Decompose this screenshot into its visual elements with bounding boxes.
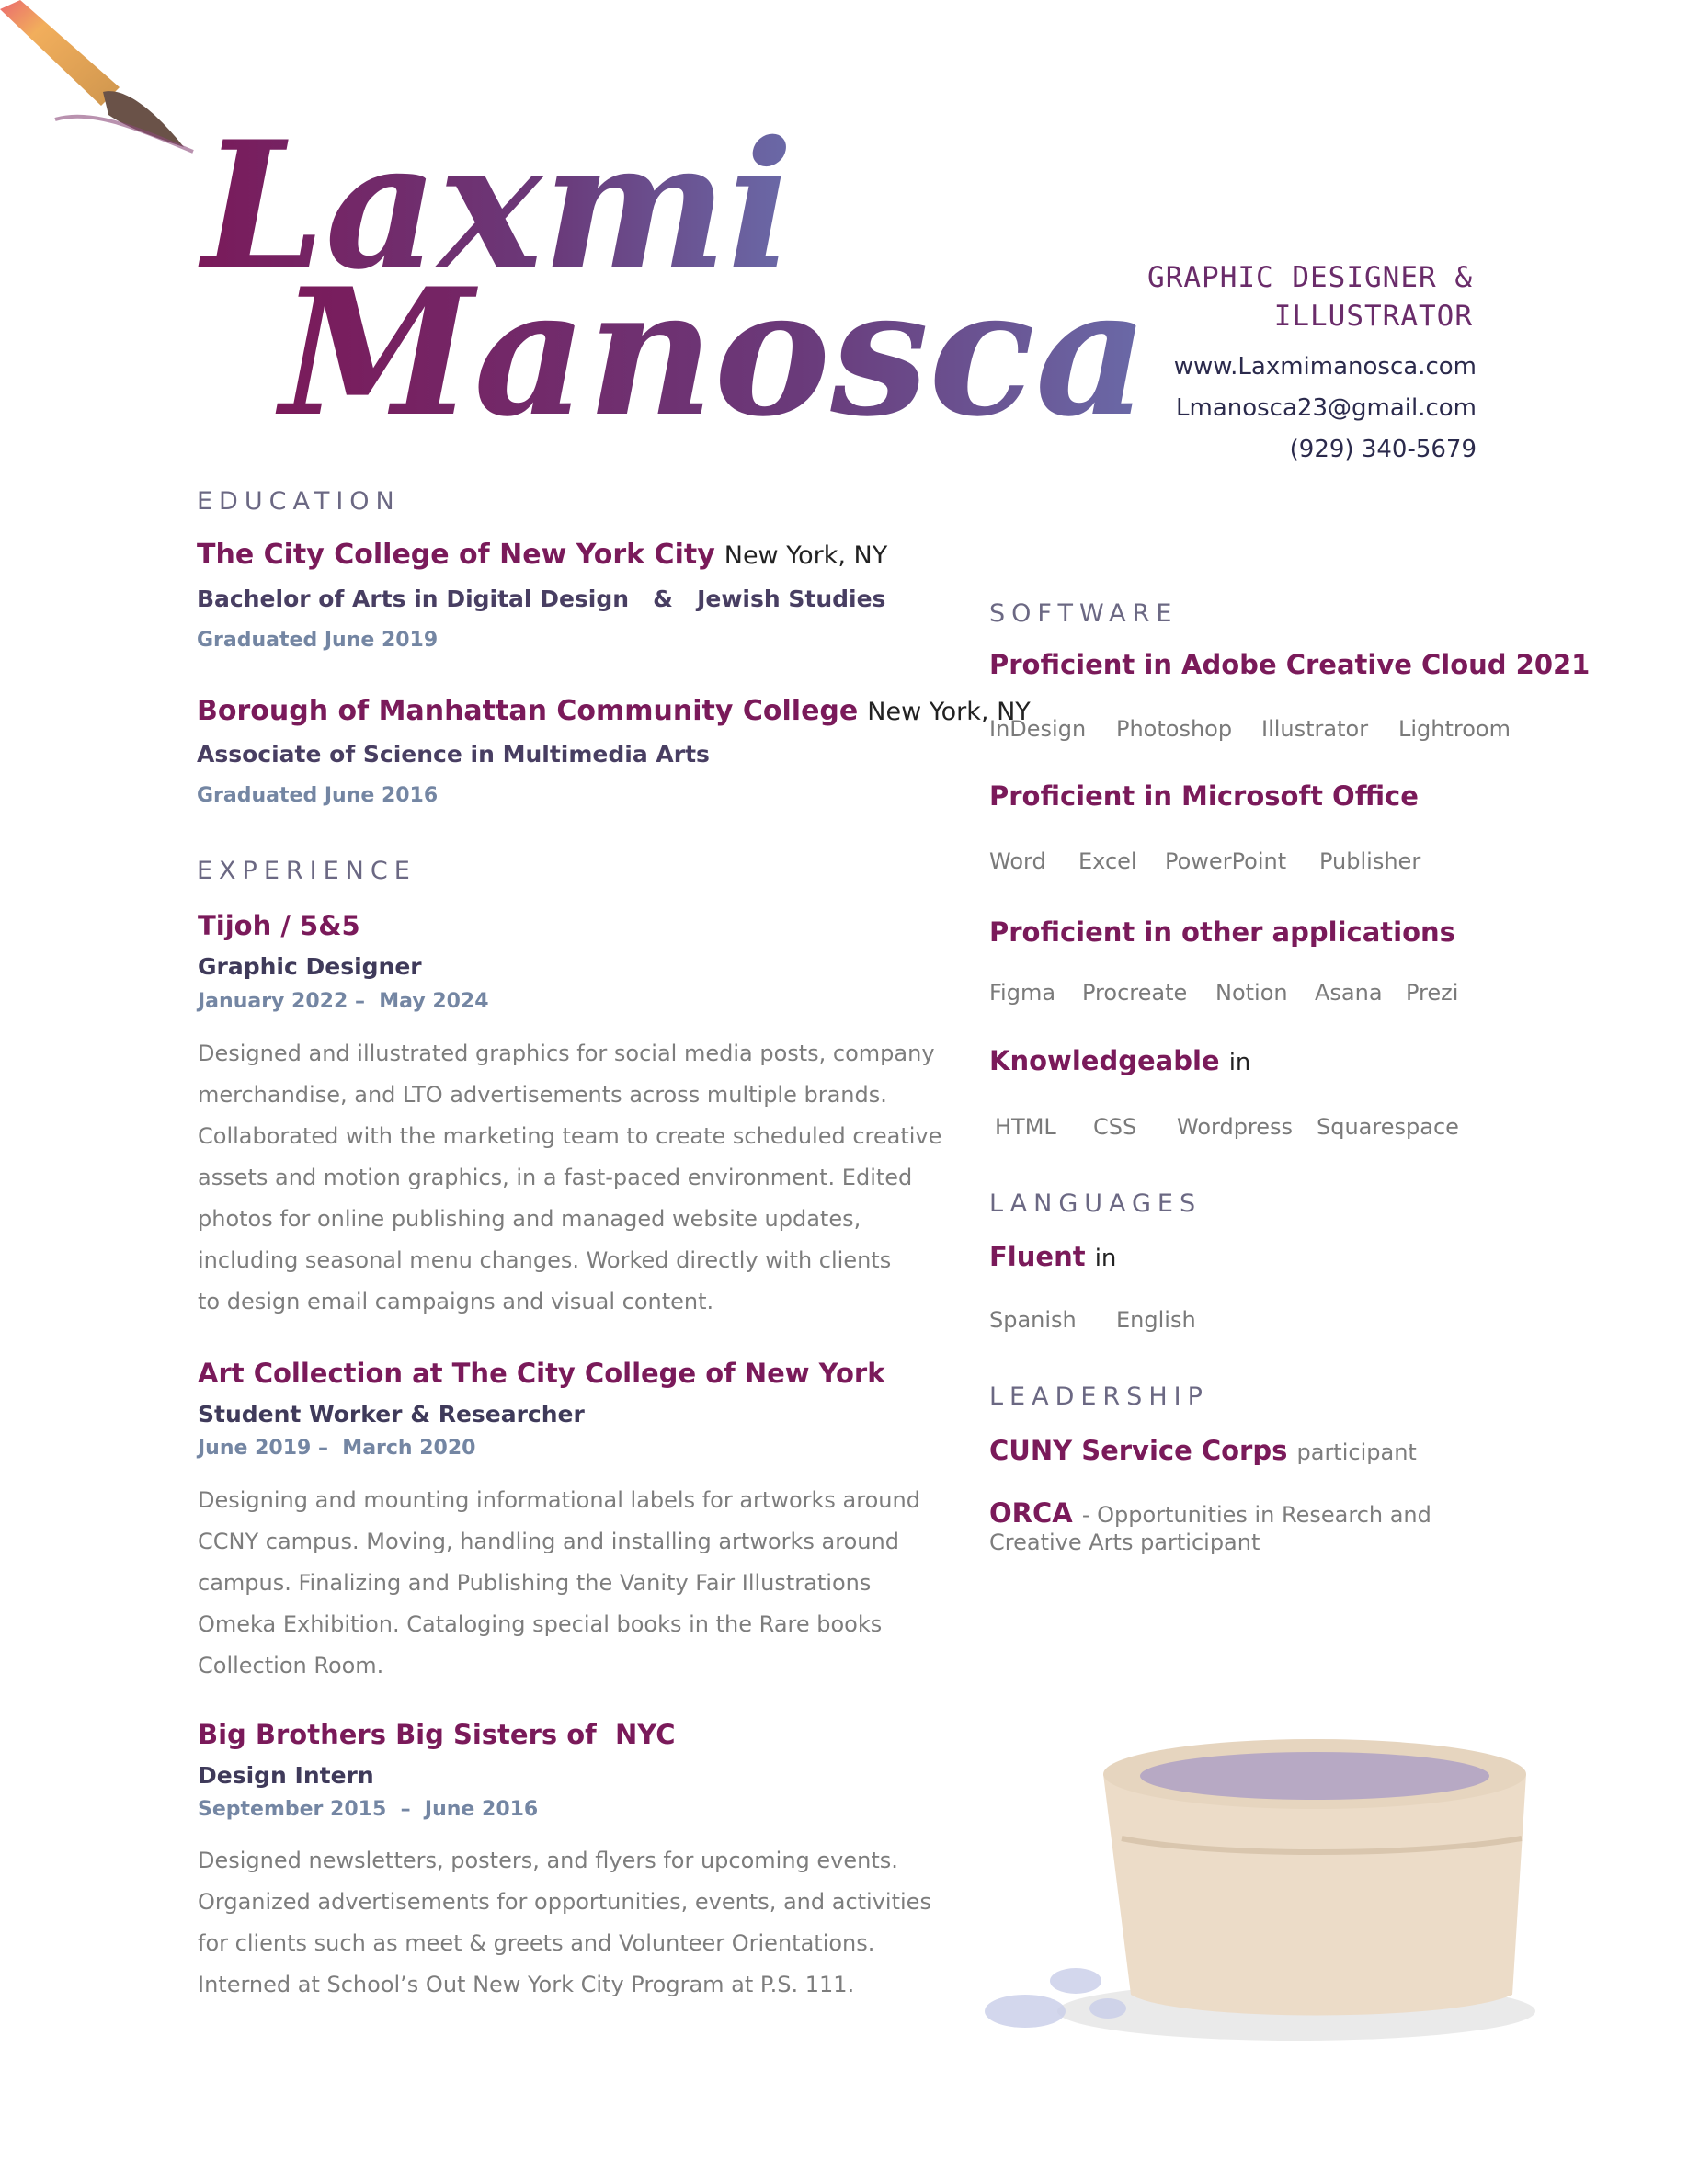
description-line: Omeka Exhibition. Cataloging special books in the Rare books (198, 1611, 883, 1637)
job-title (1147, 258, 1473, 336)
adobe-proficiency-title: Proficient in Adobe Creative Cloud 2021 (989, 649, 1591, 680)
employer-name: Tijoh / 5&5 (198, 910, 360, 941)
school-location: New York, NY (724, 541, 888, 570)
graduation-date: Graduated June 2016 (197, 784, 439, 807)
job-title-line1: GRAPHIC DESIGNER & (1147, 261, 1473, 294)
knowledge-title (989, 1045, 1250, 1076)
leadership-heading: LEADERSHIP (989, 1382, 1209, 1411)
job-dates: September 2015 – June 2016 (198, 1798, 539, 1821)
leadership-note-continued: Creative Arts participant (989, 1530, 1260, 1555)
description-line: Interned at School’s Out New York City Program at P.S. 111. (198, 1972, 855, 1997)
skill-indesign: InDesign (989, 716, 1087, 742)
phone-number: (929) 340-5679 (1289, 436, 1477, 463)
employer-name: Art Collection at The City College of New York (198, 1358, 885, 1389)
knowledge-title-text: Knowledgeable (989, 1045, 1220, 1076)
website-link[interactable]: www.Laxmimanosca.com (1173, 353, 1477, 381)
skill-lightroom: Lightroom (1398, 716, 1511, 742)
other-apps-title: Proficient in other applications (989, 916, 1455, 948)
job-title-line2: ILLUSTRATOR (1273, 300, 1473, 333)
skill-powerpoint: PowerPoint (1165, 848, 1287, 874)
languages-heading: LANGUAGES (989, 1189, 1203, 1218)
skill-photoshop: Photoshop (1116, 716, 1233, 742)
skill-css: CSS (1093, 1114, 1137, 1140)
description-line: Designing and mounting informational labels for artworks around (198, 1487, 920, 1513)
skill-procreate: Procreate (1082, 980, 1188, 1006)
leadership-name: ORCA (989, 1497, 1073, 1529)
graduation-date: Graduated June 2019 (197, 629, 439, 652)
paintbrush-illustration (0, 0, 211, 184)
job-dates: June 2019 – March 2020 (198, 1437, 476, 1460)
fluent-title-suffix: in (1094, 1245, 1117, 1272)
skill-notion: Notion (1215, 980, 1288, 1006)
leadership-name: CUNY Service Corps (989, 1435, 1288, 1466)
signature-name-logo (184, 92, 1149, 455)
skill-wordpress: Wordpress (1177, 1114, 1294, 1140)
description-line: Organized advertisements for opportunities, events, and activities (198, 1889, 931, 1915)
description-line: for clients such as meet & greets and Volunteer Orientations. (198, 1930, 875, 1956)
leadership-note: - Opportunities in Research and (1081, 1502, 1431, 1528)
job-description (198, 1033, 941, 1323)
fluent-title-text: Fluent (989, 1241, 1086, 1272)
svg-text:Laxmi: Laxmi (202, 103, 794, 308)
skill-illustrator: Illustrator (1261, 716, 1369, 742)
description-line: Designed newsletters, posters, and flyers for upcoming events. (198, 1848, 898, 1873)
description-line: including seasonal menu changes. Worked directly with clients (198, 1247, 892, 1273)
description-line: campus. Finalizing and Publishing the Vanity Fair Illustrations (198, 1570, 872, 1596)
employer-name: Big Brothers Big Sisters of NYC (198, 1719, 676, 1750)
office-proficiency-title: Proficient in Microsoft Office (989, 780, 1419, 812)
skill-html: HTML (995, 1114, 1056, 1140)
skill-excel: Excel (1078, 848, 1137, 874)
job-role: Graphic Designer (198, 953, 422, 980)
description-line: photos for online publishing and managed website updates, (198, 1206, 861, 1232)
education-heading: EDUCATION (197, 487, 401, 516)
description-line: assets and motion graphics, in a fast-paced environment. Edited (198, 1165, 913, 1190)
language-spanish: Spanish (989, 1307, 1077, 1333)
job-role: Design Intern (198, 1762, 374, 1789)
svg-text:Manosca: Manosca (280, 250, 1149, 455)
job-description (198, 1480, 920, 1687)
experience-heading: EXPERIENCE (197, 857, 416, 885)
description-line: to design email campaigns and visual content. (198, 1289, 714, 1314)
skill-word: Word (989, 848, 1046, 874)
description-line: merchandise, and LTO advertisements across multiple brands. (198, 1082, 887, 1108)
job-role: Student Worker & Researcher (198, 1401, 585, 1428)
degree: Bachelor of Arts in Digital Design & Jewish Studies (197, 586, 886, 612)
description-line: Collection Room. (198, 1653, 384, 1678)
leadership-item (989, 1497, 1431, 1529)
watercolor-bowl-illustration (975, 1719, 1545, 2050)
leadership-note: participant (1296, 1439, 1417, 1465)
software-heading: SOFTWARE (989, 599, 1179, 628)
skill-squarespace: Squarespace (1317, 1114, 1459, 1140)
skill-figma: Figma (989, 980, 1056, 1006)
skill-prezi: Prezi (1406, 980, 1459, 1006)
description-line: Designed and illustrated graphics for social media posts, company (198, 1041, 935, 1066)
description-line: CCNY campus. Moving, handling and installing artworks around (198, 1529, 899, 1554)
school-name-text: Borough of Manhattan Community College (197, 695, 859, 727)
fluent-title (989, 1241, 1116, 1272)
school-name (197, 539, 887, 571)
knowledge-title-suffix: in (1228, 1049, 1251, 1076)
language-english: English (1116, 1307, 1196, 1333)
job-description (198, 1840, 931, 2006)
skill-asana: Asana (1315, 980, 1383, 1006)
job-dates: January 2022 – May 2024 (198, 990, 489, 1013)
description-line: Collaborated with the marketing team to create scheduled creative (198, 1123, 942, 1149)
school-location: New York, NY (867, 698, 1031, 726)
leadership-item (989, 1435, 1417, 1466)
school-name (197, 695, 1031, 727)
email-link[interactable]: Lmanosca23@gmail.com (1176, 394, 1477, 422)
skill-publisher: Publisher (1319, 848, 1421, 874)
degree: Associate of Science in Multimedia Arts (197, 741, 710, 768)
school-name-text: The City College of New York City (197, 539, 715, 571)
